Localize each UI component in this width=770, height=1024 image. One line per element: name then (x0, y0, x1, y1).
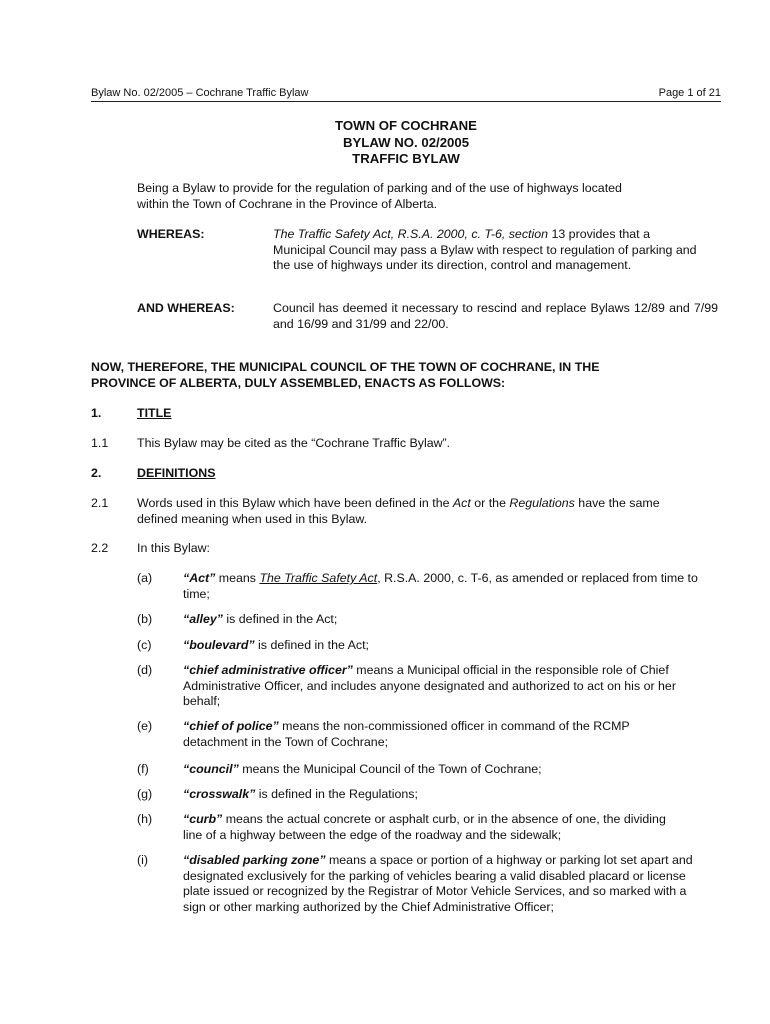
definition-chief-of-police (183, 719, 673, 750)
definition-alley (183, 612, 703, 628)
definition-text: means the actual concrete or asphalt curb, or in the absence of one, the dividing line of a highway between the edge of the roadway and the sidewalk; (183, 812, 666, 842)
section-1-heading: TITLE (137, 406, 172, 420)
definition-label: (f) (137, 762, 149, 776)
definition-crosswalk (183, 787, 703, 803)
definition-term: “chief administrative officer” (183, 663, 353, 677)
definition-term: “boulevard” (183, 638, 255, 652)
enacting-clause: NOW, THEREFORE, THE MUNICIPAL COUNCIL OF THE TOWN OF COCHRANE, IN THE PROVINCE OF ALBERTA, DULY ASSEMBLED, ENACTS AS FOLLOWS: (91, 360, 600, 390)
definition-label: (b) (137, 612, 153, 626)
section-2-1-part: or the (470, 496, 510, 510)
header-page-number: Page 1 of 21 (658, 87, 721, 99)
title-bylaw-number: BYLAW NO. 02/2005 (342, 134, 470, 150)
definition-text: is defined in the Regulations; (255, 787, 418, 801)
definition-term: “crosswalk” (183, 787, 256, 801)
definition-term: “council” (183, 762, 239, 776)
definition-label: (h) (137, 812, 153, 826)
definition-label: (a) (137, 571, 153, 585)
section-2-1-text (137, 496, 697, 527)
definition-label: (d) (137, 663, 153, 677)
definition-term: “alley” (183, 612, 223, 626)
definition-act (183, 571, 723, 602)
definition-label: (g) (137, 787, 153, 801)
section-1-number: 1. (91, 406, 102, 420)
intro-paragraph: Being a Bylaw to provide for the regulation of parking and of the use of highways located within the Town of Cochrane in the Province of Alberta. (137, 181, 622, 211)
whereas-text (273, 227, 703, 274)
document-title-block (91, 118, 721, 168)
definition-text: is defined in the Act; (254, 638, 369, 652)
definition-text: means a Municipal official in the responsible role of Chief Administrative Officer, and includes anyone designated and authorized to act on his or her behalf; (183, 663, 676, 708)
section-2-1-part: Words used in this Bylaw which have been defined in the (137, 496, 453, 510)
definition-chief-administrative-officer (183, 663, 713, 710)
section-2-heading: DEFINITIONS (137, 466, 216, 480)
section-2-2-text: In this Bylaw: (137, 541, 210, 555)
definition-text: , R.S.A. 2000, c. T-6, as amended or replaced from time to time; (183, 571, 698, 601)
section-2-2-number: 2.2 (91, 541, 109, 555)
whereas-act-citation: The Traffic Safety Act, R.S.A. 2000, c. T-6, section (273, 227, 549, 241)
and-whereas-text: Council has deemed it necessary to rescind and replace Bylaws 12/89 and 7/99 and 16/99 and 31/99 and 22/00. (273, 301, 718, 331)
definition-curb (183, 812, 678, 843)
section-1-1-number: 1.1 (91, 436, 109, 450)
header-bylaw-title: Bylaw No. 02/2005 – Cochrane Traffic Bylaw (91, 87, 309, 99)
section-2-number: 2. (91, 466, 102, 480)
definition-label: (c) (137, 638, 152, 652)
definition-disabled-parking-zone (183, 853, 703, 915)
definition-term: “disabled parking zone” (183, 853, 326, 867)
definition-council (183, 762, 703, 778)
title-bylaw-name: TRAFFIC BYLAW (352, 151, 460, 166)
definition-text: means the non-commissioned officer in command of the RCMP detachment in the Town of Cochrane; (183, 719, 630, 749)
definition-act-title: The Traffic Safety Act (259, 571, 378, 585)
definition-label: (i) (137, 853, 149, 867)
definition-term: “curb” (183, 812, 223, 826)
definition-text: is defined in the Act; (222, 612, 338, 626)
section-2-1-number: 2.1 (91, 496, 109, 510)
and-whereas-label: AND WHEREAS: (137, 301, 235, 315)
definition-label: (e) (137, 719, 153, 733)
section-2-1-regulations: Regulations (509, 496, 575, 510)
definition-text: means (215, 571, 260, 585)
definition-boulevard (183, 638, 703, 654)
whereas-label: WHEREAS: (137, 227, 205, 241)
title-town: TOWN OF COCHRANE (335, 118, 477, 133)
section-2-1-act: Act (452, 496, 471, 510)
definition-text: means a space or portion of a highway or parking lot set apart and designated exclusively for the parking of vehicles bearing a valid disabled placard or license plate issued or recognized by the Registrar of Motor Vehicle Services, and so marked with a sign or other marking authorized by the Chief Administrative Officer; (183, 853, 693, 914)
section-1-1-text: This Bylaw may be cited as the “Cochrane Traffic Bylaw”. (137, 436, 451, 450)
definition-term: “Act” (183, 571, 216, 585)
section-2-1-part: have the same defined meaning when used in this Bylaw. (137, 496, 660, 526)
page-header (91, 86, 721, 102)
whereas-body: 13 provides that a Municipal Council may pass a Bylaw with respect to regulation of parking and the use of highways under its direction, control and management. (273, 227, 697, 272)
definition-term: “chief of police” (183, 719, 279, 733)
definition-text: means the Municipal Council of the Town of Cochrane; (238, 762, 542, 776)
